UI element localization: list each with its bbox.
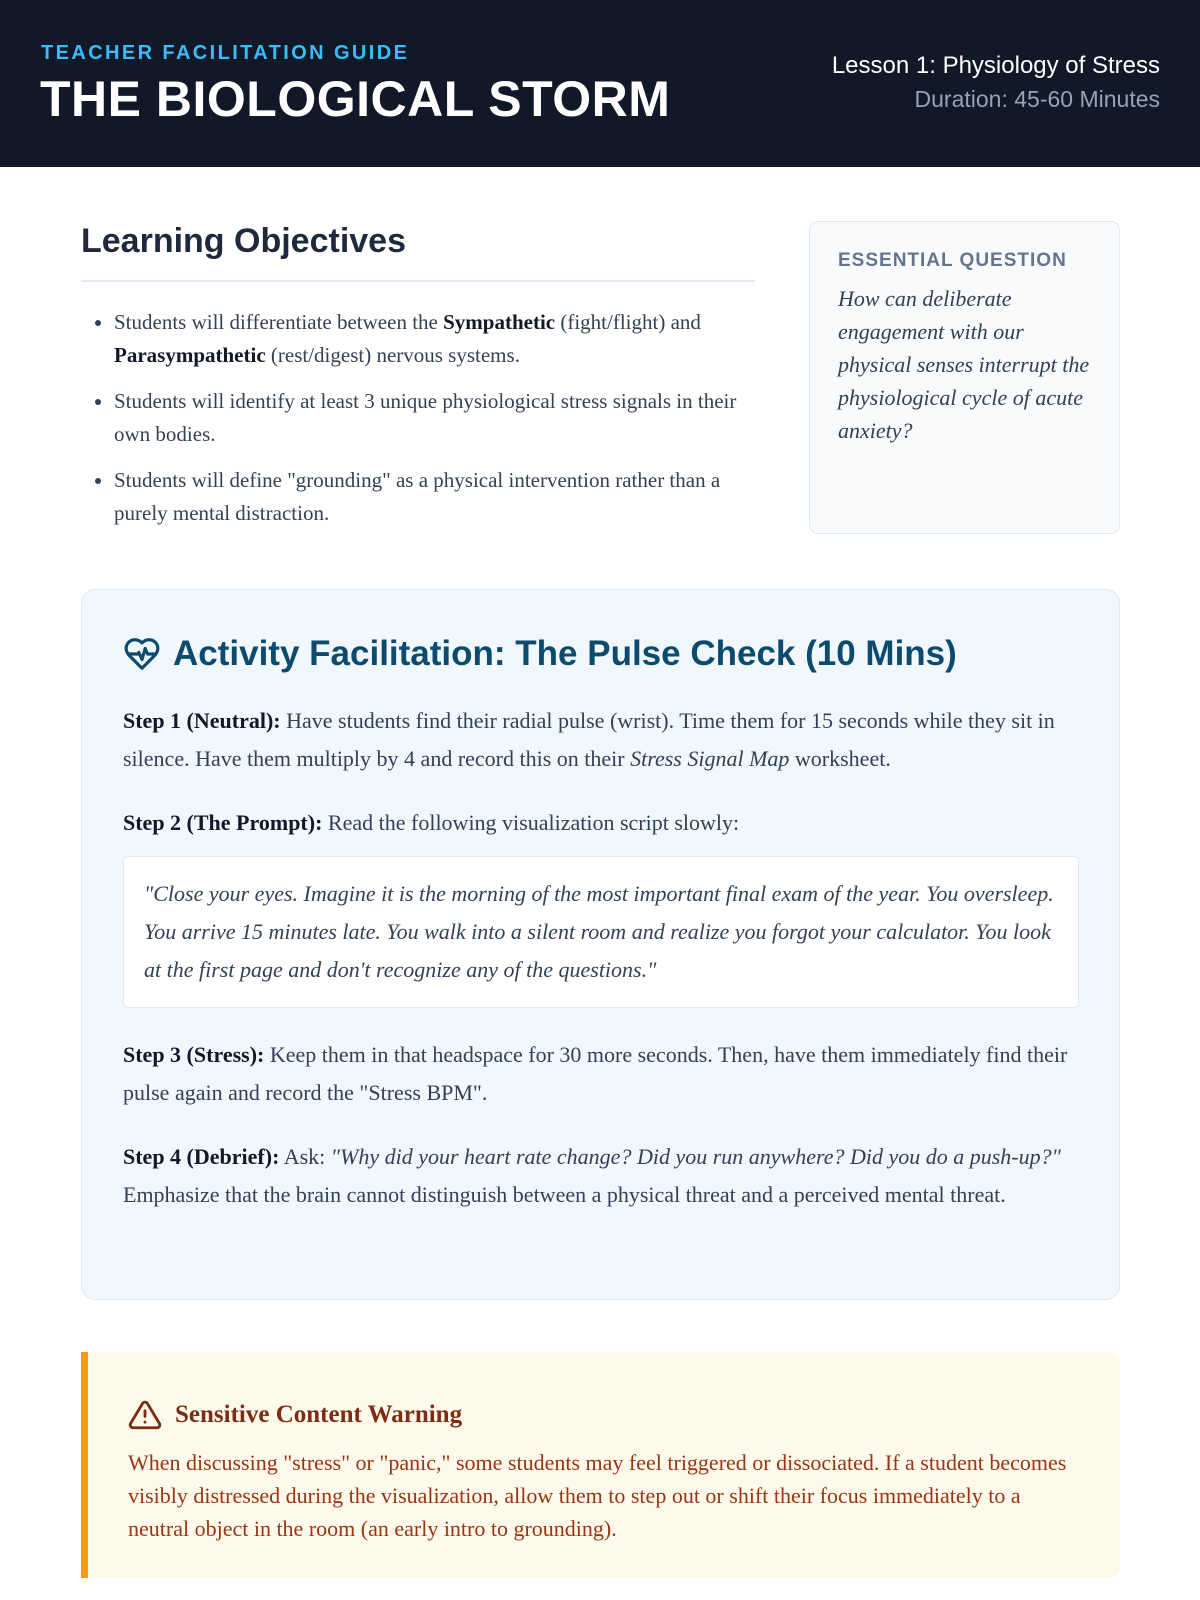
objective-term: Parasympathetic [114,343,266,367]
objectives-divider [81,280,755,282]
worksheet-name: Stress Signal Map [630,746,790,771]
step-text: Ask: [279,1144,331,1169]
step-2 [123,804,1079,842]
activity-body [123,702,1079,1240]
step-label: Step 2 (The Prompt): [123,810,323,835]
objectives-list [81,306,751,543]
sensitive-content-warning [81,1352,1120,1578]
essential-question-text: How can deliberate engagement with our physical senses interrupt the physiological cycle of acute anxiety? [838,286,1090,443]
objective-text: Students will differentiate between the [114,310,444,334]
step-label: Step 4 (Debrief): [123,1144,280,1169]
step-4 [123,1138,1079,1214]
step-text: Have students find their radial pulse (wrist). Time them for 15 seconds while they sit in silence. Have them multiply by 4 and record this on their [123,708,1055,771]
list-item: • Students will define "grounding" as a physical intervention rather than a purely mental distraction. [114,464,751,530]
step-text: Read the following visualization script slowly: [322,810,740,835]
objectives-heading: Learning Objectives [81,222,406,260]
heart-pulse-icon [123,635,161,673]
step-label: Step 3 (Stress): [123,1042,265,1067]
step-3 [123,1036,1079,1112]
lesson-title: Lesson 1: Physiology of Stress [831,52,1160,79]
step-text: Emphasize that the brain cannot distinguish between a physical threat and a perceived mental threat. [123,1182,1006,1207]
page-title: THE BIOLOGICAL STORM [40,71,671,127]
page-header [0,0,1200,167]
objective-text: (fight/flight) and [555,310,701,334]
step-1 [123,702,1079,778]
warning-header [128,1398,462,1432]
objective-term: Sympathetic [443,310,556,334]
warning-title: Sensitive Content Warning [175,1401,463,1428]
warning-text: When discussing "stress" or "panic," some students may feel triggered or dissociated. If a student becomes visibly distressed during the visualization, allow them to step out or shift their focus immediately to a neutral object in the room (an early intro to grounding). [128,1450,1067,1541]
essential-question-box [809,221,1120,534]
warning-triangle-icon [128,1398,162,1432]
activity-title: Activity Facilitation: The Pulse Check (10 Mins) [173,634,957,673]
visualization-script: "Close your eyes. Imagine it is the morning of the most important final exam of the year. You oversleep. You arrive 15 minutes late. You walk into a silent room and realize you forgot your calculator. You look at the first page and don't recognize any of the questions." [123,856,1079,1008]
guide-kicker: TEACHER FACILITATION GUIDE [41,42,410,64]
step-text: worksheet. [789,746,891,771]
step-text: Keep them in that headspace for 30 more seconds. Then, have them immediately find their pulse again and record the "Stress BPM". [123,1042,1068,1105]
step-label: Step 1 (Neutral): [123,708,281,733]
essential-question-label: ESSENTIAL QUESTION [838,250,1067,271]
objective-text: (rest/digest) nervous systems. [265,343,520,367]
activity-header [123,634,957,674]
lesson-duration: Duration: 45-60 Minutes [914,86,1160,112]
debrief-question: "Why did your heart rate change? Did you run anywhere? Did you do a push-up?" [330,1144,1061,1169]
activity-section [81,589,1120,1300]
list-item [114,306,751,372]
list-item: • Students will identify at least 3 unique physiological stress signals in their own bodies. [114,385,751,451]
